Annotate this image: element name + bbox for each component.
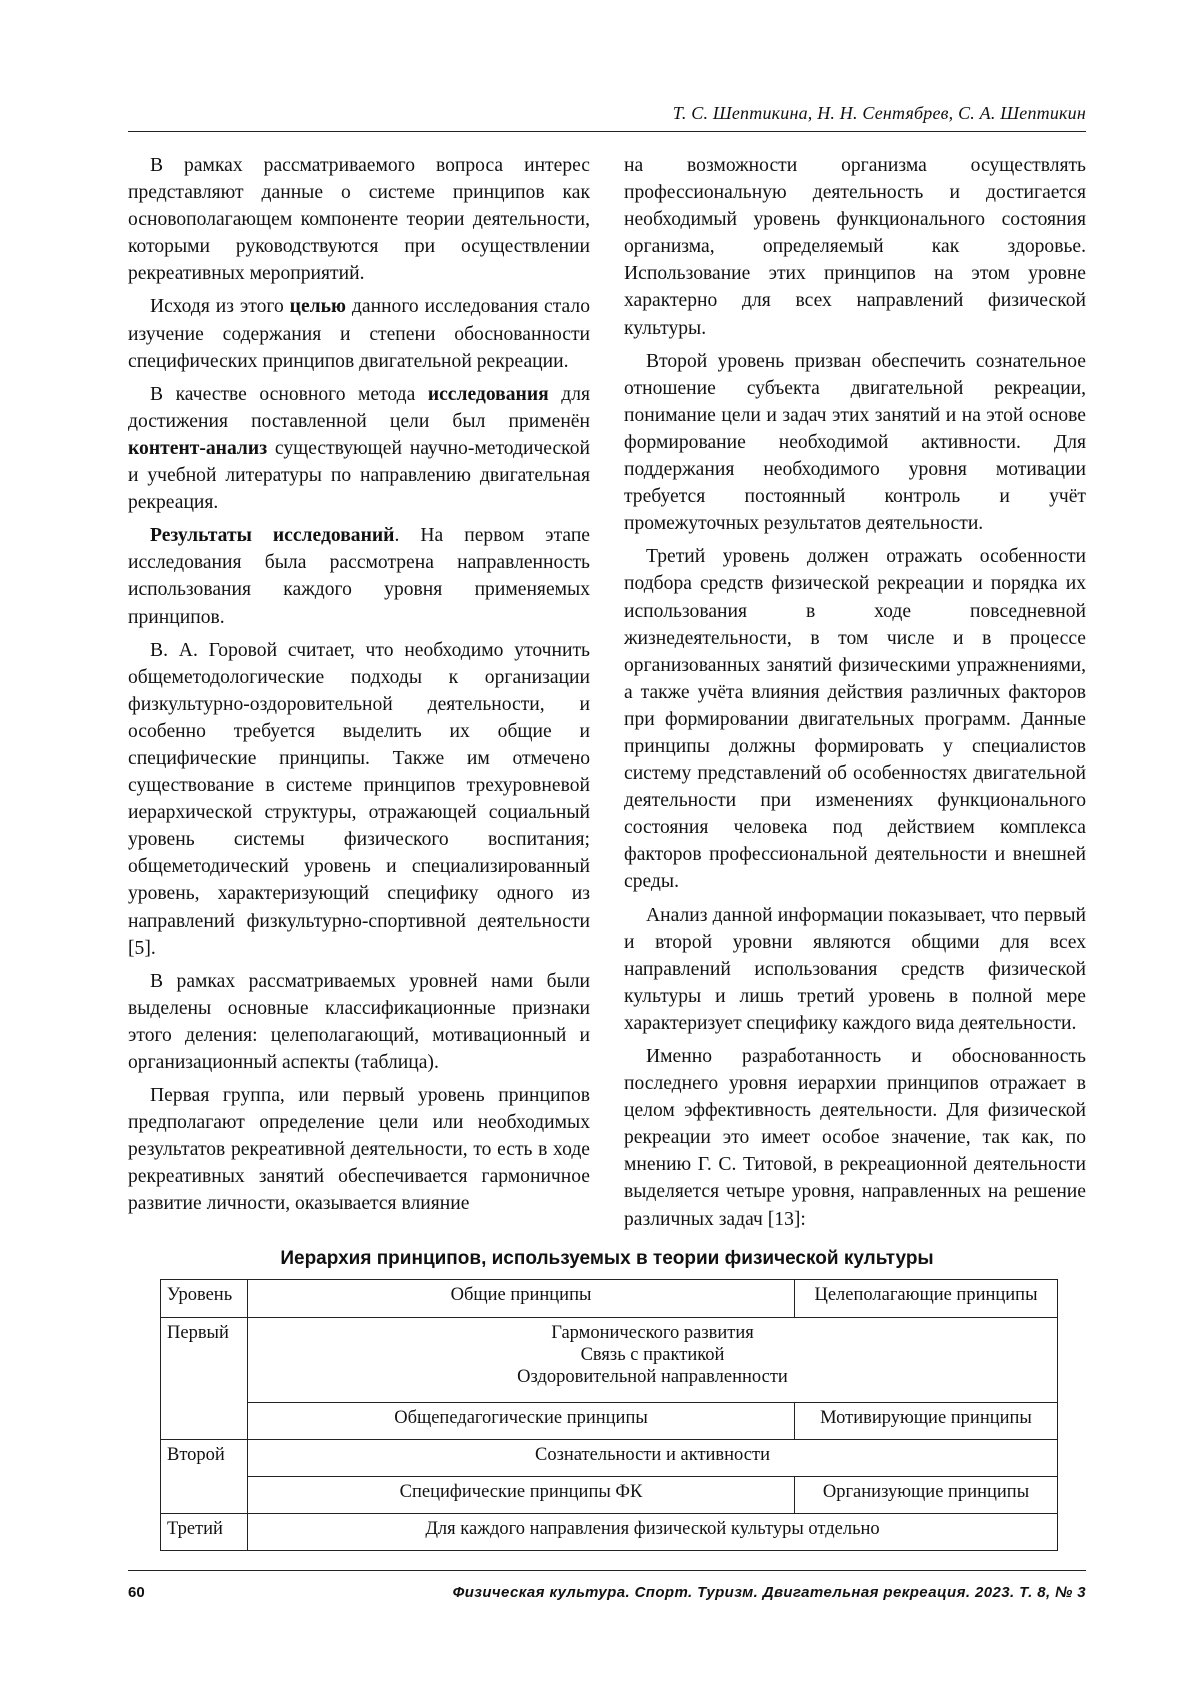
paragraph: Третий уровень должен отражать особенности подбора средств физической рекреации и порядка их использования в ходе повседневной жизнедеятельности, в том числе и в процессе организованных занятий физическими упражнениями, а также учёта влияния действия различных факторов при формировании двигательных программ. Данные принципы должны формировать у специалистов систему представлений об особенностях двигательной деятельности при изменениях функционального состояния человека под действием комплекса факторов профессиональной деятельности и внешней среды. [624,546,1086,893]
table-row [161,1514,1058,1551]
principle-item: Связь с практикой [580,1345,725,1365]
table-header-row [161,1280,1058,1318]
table-row [161,1477,1058,1514]
page-number: 60 [128,1584,145,1601]
paragraph: В. А. Горовой считает, что необходимо уточнить общеметодологические подходы к организации физкультурно-оздоровительной деятельности, и особенно требуется выделить их общие и специфические принципы. Также им отмечено существование в системе принципов трехуровневой иерархической структуры, отражающей социальный уровень системы физического воспитания; общеметодический уровень и специализированный уровень, характеризующий специфику одного из направлений физкультурно-спортивной деятельности [5]. [128,639,590,959]
motivating-cell: Мотивирующие принципы [795,1403,1058,1440]
organizing-cell: Организующие принципы [795,1477,1058,1514]
header-cell-goal: Целеполагающие принципы [795,1280,1058,1318]
paragraph: Анализ данной информации показывает, что первый и второй уровни являются общими для всех направлений использования средств физической культуры и лишь третий уровень в полной мере характеризует специфику каждого вида деятельности. [624,904,1086,1034]
specific-fk-cell: Специфические принципы ФК [248,1477,795,1514]
header-cell-general: Общие принципы [248,1280,795,1318]
left-column [128,152,590,1218]
footer-rule [128,1570,1086,1571]
third-level-cell: Для каждого направления физической культуры отдельно [248,1514,1058,1551]
table-caption: Иерархия принципов, используемых в теории физической культуры [280,1248,934,1269]
principle-item: Гармонического развития [551,1323,754,1343]
paragraph: Исходя из этого целью данного исследования стало изучение содержания и степени обоснованности специфических принципов двигательной рекреации. [128,296,590,372]
paragraph: В рамках рассматриваемого вопроса интерес представляют данные о системе принципов как основополагающем компоненте теории деятельности, которыми руководствуются при осуществлении рекреативных мероприятий. [128,155,590,285]
consciousness-cell: Сознательности и активности [248,1440,1058,1477]
paragraph: В качестве основного метода исследования для достижения поставленной цели был применён контент-анализ существующей научно-методической и учебной литературы по направлению двигательная рекреация. [128,383,590,514]
table-row [161,1440,1058,1477]
paragraph: Первая группа, или первый уровень принципов предполагают определение цели или необходимых результатов рекреативной деятельности, то есть в ходе рекреативных занятий обеспечивается гармоничное развитие личности, оказывается влияние [128,1085,590,1215]
journal-title: Физическая культура. Спорт. Туризм. Двигательная рекреация. 2023. Т. 8, № 3 [452,1584,1086,1601]
level-first: Первый [161,1318,248,1440]
table-row [161,1318,1058,1403]
header-rule [128,131,1086,132]
principles-table [160,1279,1058,1551]
header-cell-level: Уровень [161,1280,248,1318]
paragraph: Второй уровень призван обеспечить сознательное отношение субъекта двигательной рекреации, понимание цели и задач этих занятий и на этой основе формирование необходимой активности. Для поддержания необходимого уровня мотивации требуется постоянный контроль и учёт промежуточных результатов деятельности. [624,350,1086,535]
general-pedagogical-cell: Общепедагогические принципы [248,1403,795,1440]
paragraph: Результаты исследований. На первом этапе исследования была рассмотрена направленность использования каждого уровня применяемых принципов. [128,525,591,628]
paragraph: Именно разработанность и обоснованность последнего уровня иерархии принципов отражает в целом эффективность деятельности. Для физической рекреации это имеет особое значение, так как, по мнению Г. С. Титовой, в рекреационной деятельности выделяется четыре уровня, направленных на решение различных задач [13]: [624,1046,1086,1230]
first-level-principles [248,1318,1058,1403]
level-third: Третий [161,1514,248,1551]
level-second: Второй [161,1440,248,1514]
paragraph: В рамках рассматриваемых уровней нами были выделены основные классификационные признаки этого деления: целеполагающий, мотивационный и организационный аспекты (таблица). [128,970,590,1073]
table-row [161,1403,1058,1440]
principle-item: Оздоровительной направленности [517,1367,788,1387]
running-head-authors: Т. С. Шептикина, Н. Н. Сентябрев, С. А. Шептикин [672,103,1086,123]
paragraph: на возможности организма осуществлять профессиональную деятельность и достигается необходимый уровень функционального состояния организма, определяемый как здоровье. Использование этих принципов на этом уровне характерно для всех направлений физической культуры. [624,155,1086,339]
right-column [624,152,1086,1233]
